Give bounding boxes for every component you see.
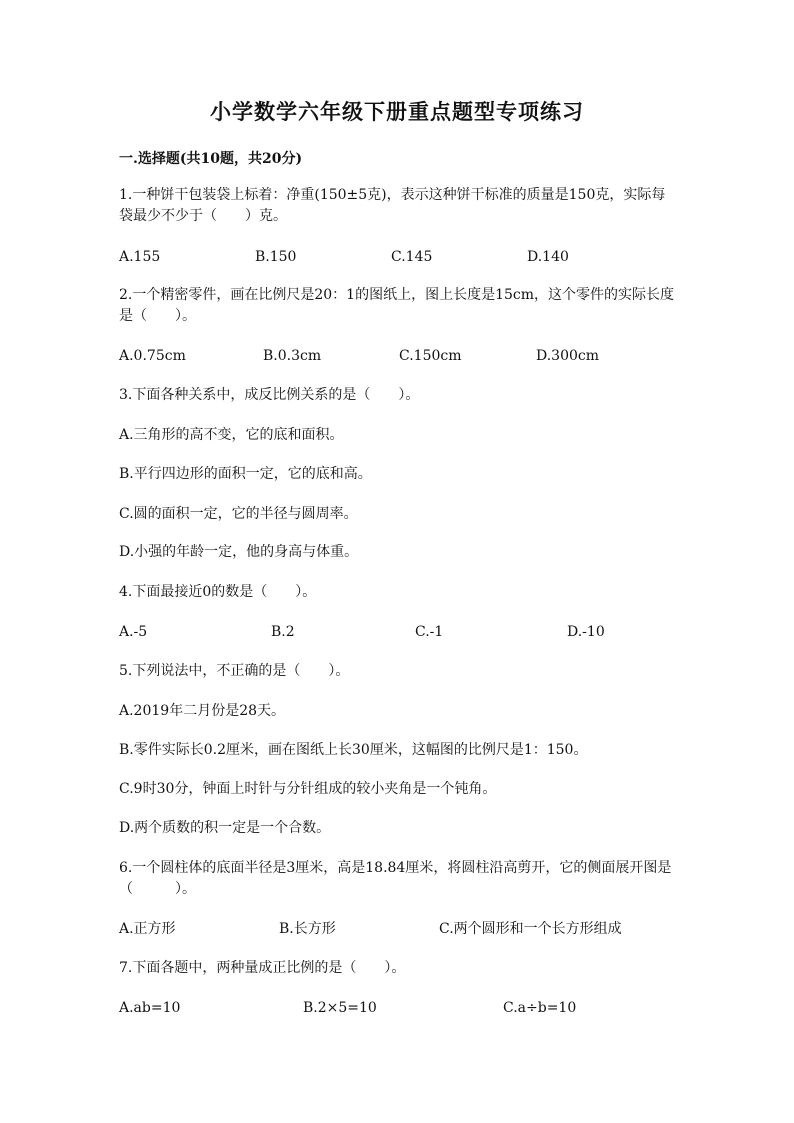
- question-6-option-b[interactable]: B.长方形: [279, 921, 336, 937]
- question-3-option-a[interactable]: A.三角形的高不变，它的底和面积。: [119, 427, 344, 443]
- question-1: 1.一种饼干包装袋上标着：净重(150±5克)，表示这种饼干标准的质量是150克，实际每袋最少不少于（ ）克。: [119, 187, 666, 224]
- question-2-option-a[interactable]: A.0.75cm: [119, 348, 186, 364]
- question-5-option-a[interactable]: A.2019年二月份是28天。: [119, 703, 286, 719]
- question-4-option-b[interactable]: B.2: [271, 624, 295, 640]
- question-7-option-b[interactable]: B.2×5=10: [303, 1000, 377, 1016]
- question-4: 4.下面最接近0的数是（ ）。: [119, 584, 317, 600]
- question-5-option-c[interactable]: C.9时30分，钟面上时针与分针组成的较小夹角是一个钝角。: [119, 781, 497, 797]
- question-2-option-c[interactable]: C.150cm: [399, 348, 462, 364]
- question-1-option-b[interactable]: B.150: [255, 249, 297, 265]
- question-3: 3.下面各种关系中，成反比例关系的是（ ）。: [119, 387, 420, 403]
- question-1-option-d[interactable]: D.140: [527, 249, 569, 265]
- question-4-option-a[interactable]: A.-5: [119, 624, 148, 640]
- question-2-option-d[interactable]: D.300cm: [536, 348, 600, 364]
- question-3-option-c[interactable]: C.圆的面积一定，它的半径与圆周率。: [119, 506, 358, 522]
- question-7-option-c[interactable]: C.a÷b=10: [503, 1000, 577, 1016]
- question-5-option-d[interactable]: D.两个质数的积一定是一个合数。: [119, 820, 331, 836]
- question-7: 7.下面各题中，两种量成正比例的是（ ）。: [119, 960, 406, 976]
- question-3-option-d[interactable]: D.小强的年龄一定，他的身高与体重。: [119, 544, 359, 560]
- question-6-option-a[interactable]: A.正方形: [119, 921, 176, 937]
- page-title: 小学数学六年级下册重点题型专项练习: [210, 99, 584, 124]
- question-2-option-b[interactable]: B.0.3cm: [263, 348, 322, 364]
- question-5-option-b[interactable]: B.零件实际长0.2厘米，画在图纸上长30厘米，这幅图的比例尺是1：150。: [119, 742, 588, 758]
- question-5: 5.下列说法中，不正确的是（ ）。: [119, 663, 350, 679]
- question-6-option-c[interactable]: C.两个圆形和一个长方形组成: [439, 921, 622, 937]
- question-1-option-a[interactable]: A.155: [119, 249, 161, 265]
- question-1-option-c[interactable]: C.145: [391, 249, 433, 265]
- question-4-option-d[interactable]: D.-10: [567, 624, 605, 640]
- question-4-option-c[interactable]: C.-1: [415, 624, 444, 640]
- question-2: 2.一个精密零件，画在比例尺是20：1的图纸上，图上长度是15cm，这个零件的实际长度是（ ）。: [119, 287, 675, 324]
- question-7-option-a[interactable]: A.ab=10: [119, 1000, 181, 1016]
- question-6: 6.一个圆柱体的底面半径是3厘米，高是18.84厘米，将圆柱沿高剪开，它的侧面展开图是（ ）。: [119, 860, 672, 897]
- section-heading: 一.选择题(共10题，共20分): [119, 151, 303, 167]
- question-3-option-b[interactable]: B.平行四边形的面积一定，它的底和高。: [119, 466, 372, 482]
